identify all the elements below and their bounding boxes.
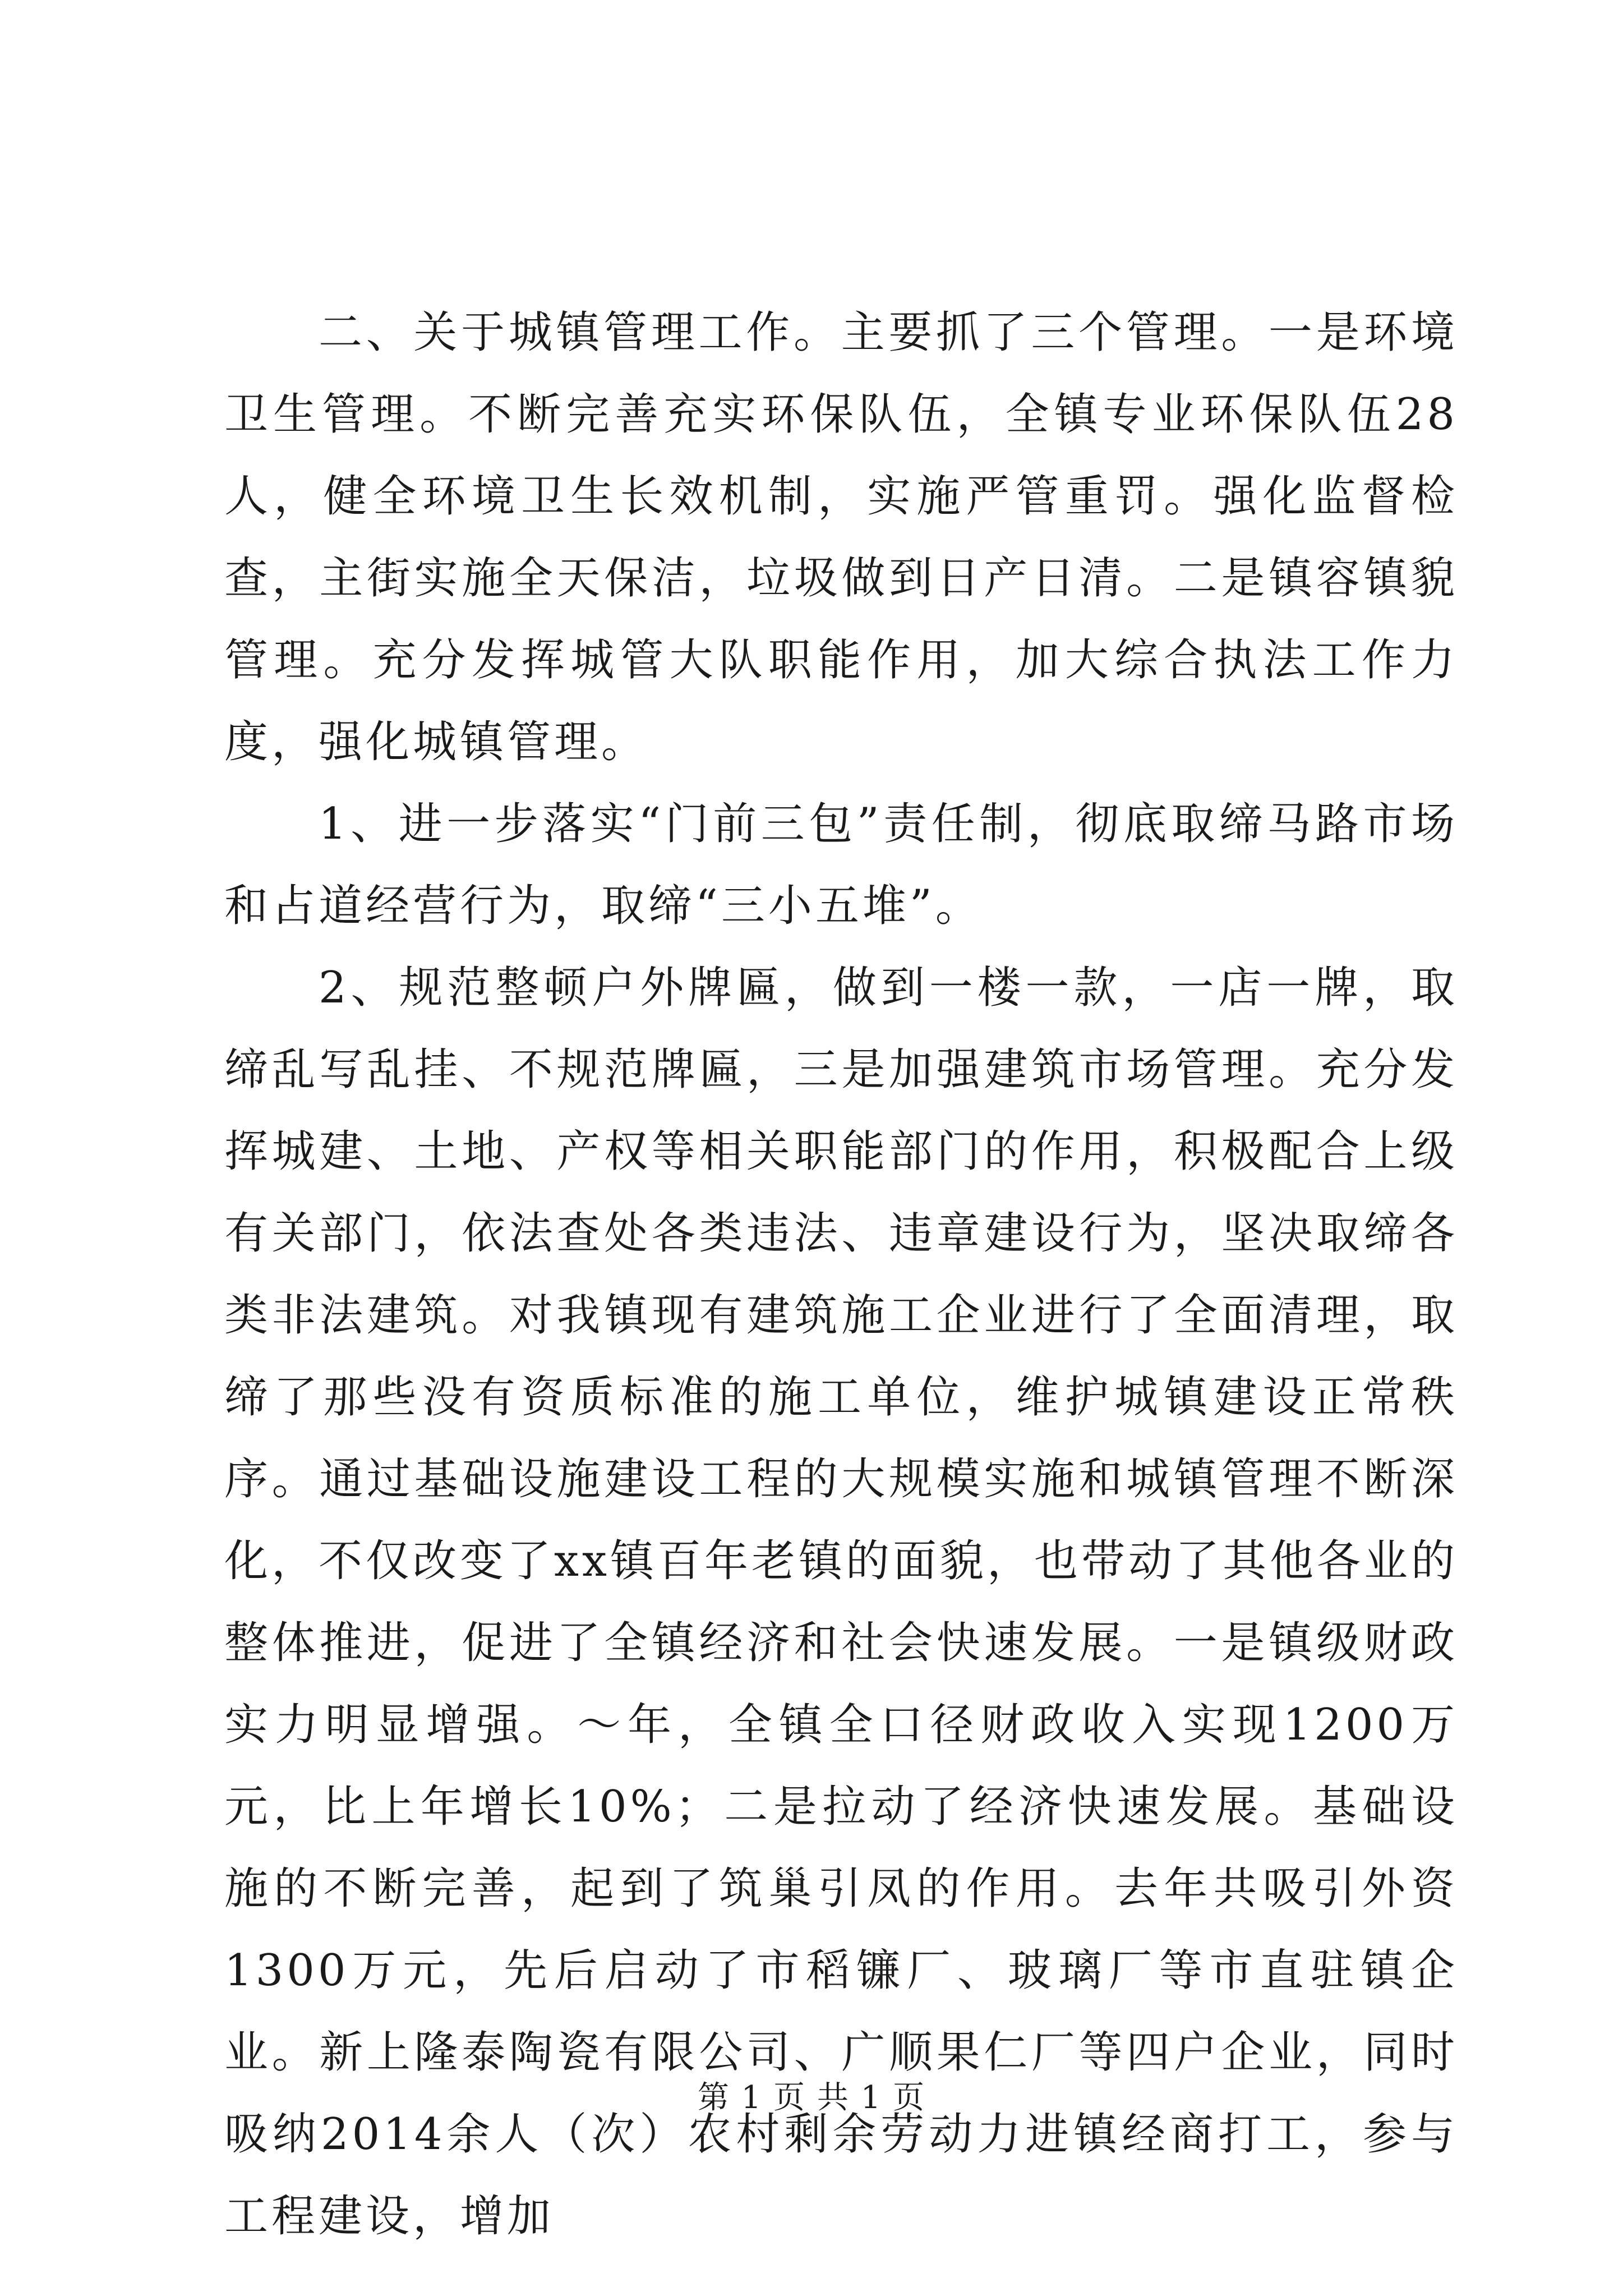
paragraph-urban-management: 二、关于城镇管理工作。主要抓了三个管理。一是环境卫生管理。不断完善充实环保队伍，全镇专业环保队伍28人，健全环境卫生长效机制，实施严管重罚。强化监督检查，主街实施全天保洁，垃圾做到日产日清。二是镇容镇貌管理。充分发挥城管大队职能作用，加大综合执法工作力度，强化城镇管理。	[224, 307, 1458, 767]
paragraph-item-1: 1、进一步落实“门前三包”责任制，彻底取缔马路市场和占道经营行为，取缔“三小五堆”。	[224, 799, 1458, 931]
paragraph-item-2: 2、规范整顿户外牌匾，做到一楼一款，一店一牌，取缔乱写乱挂、不规范牌匾，三是加强建筑市场管理。充分发挥城建、土地、产权等相关职能部门的作用，积极配合上级有关部门，依法查处各类违法、违章建设行为，坚决取缔各类非法建筑。对我镇现有建筑施工企业进行了全面清理，取缔了那些没有资质标准的施工单位，维护城镇建设正常秩序。通过基础设施建设工程的大规模实施和城镇管理不断深化，不仅改变了xx镇百年老镇的面貌，也带动了其他各业的整体推进，促进了全镇经济和社会快速发展。一是镇级财政实力明显增强。～年，全镇全口径财政收入实现1200万元，比上年增长10%；二是拉动了经济快速发展。基础设施的不断完善，起到了筑巢引凤的作用。去年共吸引外资1300万元，先后启动了市稻镰厂、玻璃厂等市直驻镇企业。新上隆泰陶瓷有限公司、广顺果仁厂等四户企业，同时吸纳2014余人（次）农村剩余劳动力进镇经商打工，参与工程建设，增加	[224, 963, 1458, 2242]
page-footer: 第 1 页 共 1 页	[697, 2079, 926, 2116]
document-body	[224, 292, 1458, 2257]
